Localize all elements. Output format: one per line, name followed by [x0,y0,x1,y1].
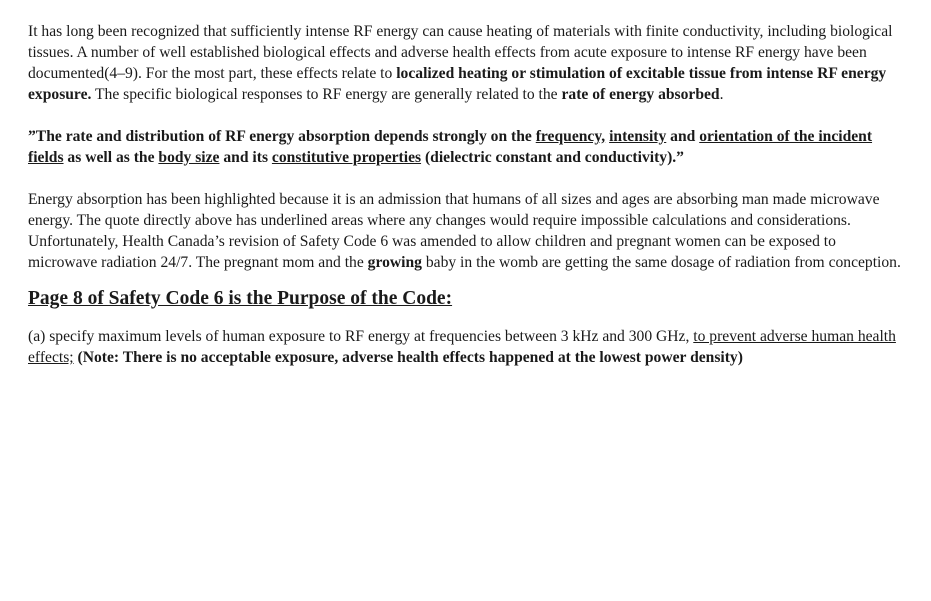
paragraph-rf-heating [28,21,908,105]
p1-text-2: The specific biological responses to RF energy are generally related to the [91,86,562,103]
quote-bold [28,128,872,166]
p4-underline-prevent: to prevent adverse human health effects; [28,328,896,366]
p1-text-3: . [719,86,724,103]
p3-text-2: baby in the womb are getting the same dosage of radiation from conception. [421,254,901,271]
paragraph-quote [28,126,908,168]
document-page [28,21,908,368]
p2-underline-constitutive: constitutive properties [271,149,422,166]
p2-underline-body-size: body size [158,149,220,166]
p2-underline-frequency: frequency, [535,128,606,145]
p2-text-4: as well as the [63,149,159,166]
p1-text-1: It has long been recognized that sufficiently intense RF energy can cause heating of materials with finite conductivity, including biological tissues. A number of well established biological effects and adverse health effects from acute exposure to intense RF energy have been documented(4–9). For the most part, these effects relate to [28,23,893,82]
p1-bold-localized-heating: localized heating or stimulation of excitable tissue from intense RF energy exposure. [28,65,887,103]
p2-underline-orientation: orientation of the incident fields [28,128,873,166]
paragraph-energy-absorption [28,189,908,273]
p1-bold-rate-absorbed: rate of energy absorbed [561,86,720,103]
p4-bold-note: (Note: There is no acceptable exposure, adverse health effects happened at the lowest power density) [77,349,743,366]
section-heading: Page 8 of Safety Code 6 is the Purpose of the Code: [28,288,453,309]
p3-bold-growing: growing [367,254,422,271]
p2-text-1: ”The rate and distribution of RF energy absorption depends strongly on the [28,128,536,145]
p2-text-5: and its [219,149,272,166]
p4-text-1: (a) specify maximum levels of human exposure to RF energy at frequencies between 3 kHz and 300 GHz, [28,328,694,345]
p3-text-1: Energy absorption has been highlighted because it is an admission that humans of all sizes and ages are absorbing man made microwave energy. The quote directly above has underlined areas where any changes would require impossible calculations and considerations. Unfortunately, Health Canada’s revision of Safety Code 6 was amended to allow children and pregnant women can be exposed to microwave radiation 24/7. The pregnant mom and the [28,191,880,271]
paragraph-purpose [28,326,908,368]
p2-underline-intensity: intensity [609,128,667,145]
p2-text-6: (dielectric constant and conductivity).” [421,149,684,166]
p2-text-3: and [666,128,700,145]
